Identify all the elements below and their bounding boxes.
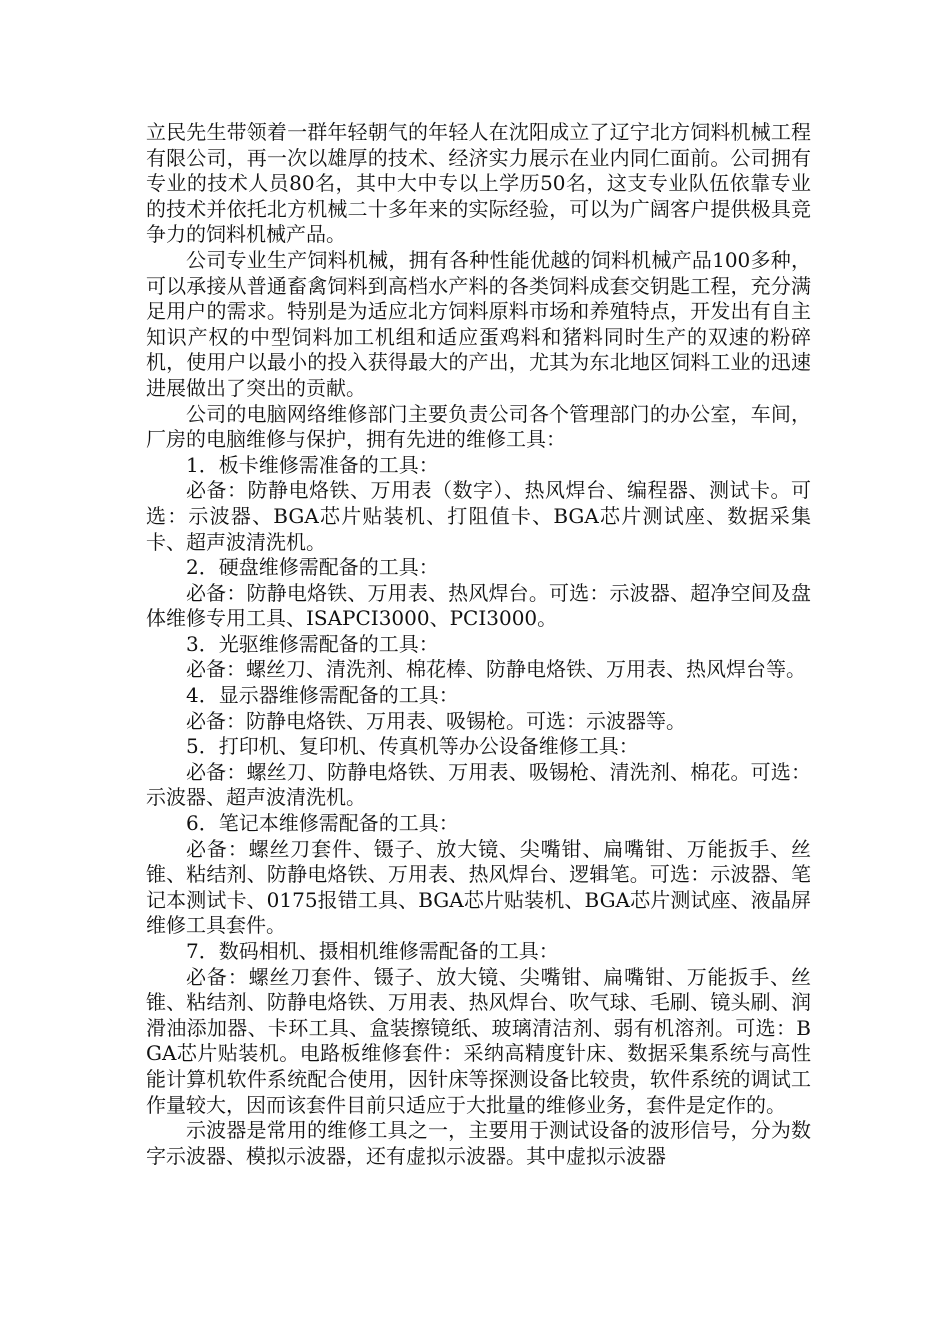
heading-optical-drive-tools: 3．光驱维修需配备的工具：: [186, 631, 439, 656]
paragraph-hdd-repair-tools: 必备：防静电烙铁、万用表、热风焊台。可选：示波器、超净空间及盘体维修专用工具、ISAPCI3000、PCI3000。: [146, 580, 811, 631]
paragraph-camera-repair-tools: 必备：螺丝刀套件、镊子、放大镜、尖嘴钳、扁嘴钳、万能扳手、丝锥、粘结剂、防静电烙铁、万用表、热风焊台、吹气球、毛刷、镜头刷、润滑油添加器、卡环工具、盒装擦镜纸、玻璃清洁剂、弱有机溶剂。可选：BGA芯片贴装机。电路板维修套件：采纳高精度针床、数据采集系统与高性能计算机软件系统配合使用，因针床等探测设备比较贵，软件系统的调试工作量较大，因而该套件目前只适应于大批量的维修业务，套件是定作的。: [146, 964, 811, 1117]
paragraph-company-founding: 立民先生带领着一群年轻朝气的年轻人在沈阳成立了辽宁北方饲料机械工程有限公司，再一次以雄厚的技术、经济实力展示在业内同仁面前。公司拥有专业的技术人员80名，其中大中专以上学历50名，这支专业队伍依靠专业的技术并依托北方机械二十多年来的实际经验，可以为广阔客户提供极具竞争力的饲料机械产品。: [146, 120, 811, 247]
heading-laptop-repair-tools: 6．笔记本维修需配备的工具：: [186, 811, 459, 836]
paragraph-laptop-repair-tools: 必备：螺丝刀套件、镊子、放大镜、尖嘴钳、扁嘴钳、万能扳手、丝锥、粘结剂、防静电烙铁、万用表、热风焊台、逻辑笔。可选：示波器、笔记本测试卡、0175报错工具、BGA芯片贴装机、BGA芯片测试座、液晶屏维修工具套件。: [146, 836, 811, 938]
paragraph-office-equipment-tools: 必备：螺丝刀、防静电烙铁、万用表、吸锡枪、清洗剂、棉花。可选：示波器、超声波清洗机。: [146, 759, 811, 810]
heading-board-repair-tools: 1．板卡维修需准备的工具：: [186, 452, 439, 477]
paragraph-monitor-repair-tools: 必备：防静电烙铁、万用表、吸锡枪。可选：示波器等。: [186, 708, 686, 733]
paragraph-repair-department: 公司的电脑网络维修部门主要负责公司各个管理部门的办公室，车间，厂房的电脑维修与保护，拥有先进的维修工具：: [146, 401, 811, 452]
paragraph-board-repair-tools: 必备：防静电烙铁、万用表（数字）、热风焊台、编程器、测试卡。可选：示波器、BGA芯片贴装机、打阻值卡、BGA芯片测试座、数据采集卡、超声波清洗机。: [146, 478, 811, 554]
heading-hdd-repair-tools: 2．硬盘维修需配备的工具：: [186, 555, 439, 580]
paragraph-oscilloscope: 示波器是常用的维修工具之一，主要用于测试设备的波形信号，分为数字示波器、模拟示波器，还有虚拟示波器。其中虚拟示波器: [146, 1118, 811, 1168]
document-page: [146, 120, 811, 1169]
heading-camera-repair-tools: 7．数码相机、摄相机维修需配备的工具：: [186, 939, 559, 963]
heading-office-equipment-tools: 5．打印机、复印机、传真机等办公设备维修工具：: [186, 734, 639, 759]
paragraph-products: 公司专业生产饲料机械，拥有各种性能优越的饲料机械产品100多种，可以承接从普通畜禽饲料到高档水产料的各类饲料成套交钥匙工程，充分满足用户的需求。特别是为适应北方饲料原料市场和养殖特点，开发出有自主知识产权的中型饲料加工机组和适应蛋鸡料和猪料同时生产的双速的粉碎机，使用户以最小的投入获得最大的产出，尤其为东北地区饲料工业的迅速进展做出了突出的贡献。: [146, 247, 811, 400]
paragraph-optical-drive-tools: 必备：螺丝刀、清洗剂、棉花棒、防静电烙铁、万用表、热风焊台等。: [186, 657, 806, 682]
heading-monitor-repair-tools: 4．显示器维修需配备的工具：: [186, 683, 459, 708]
